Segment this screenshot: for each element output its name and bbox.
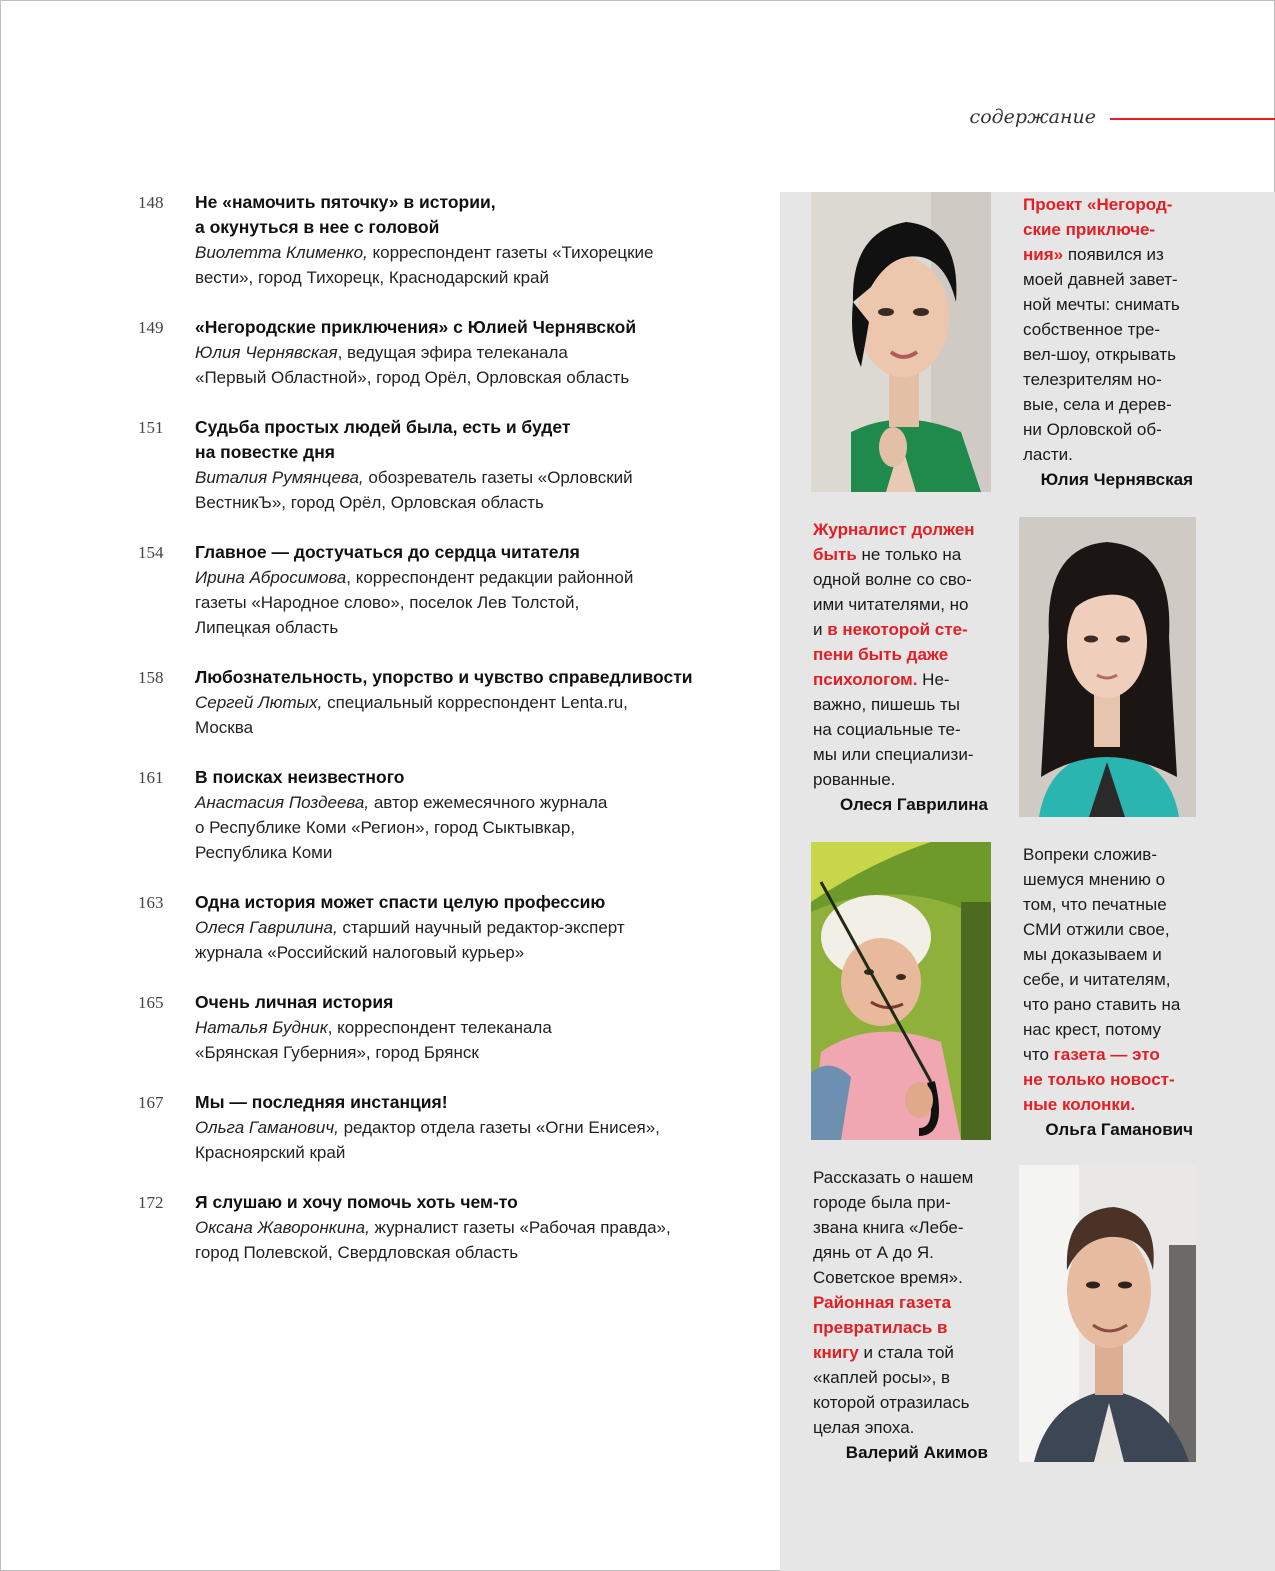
toc-title-line: «Негородские приключения» с Юлией Чернявской bbox=[195, 317, 637, 337]
toc-description-line bbox=[195, 790, 758, 815]
toc-author: Ольга Гаманович, bbox=[195, 1118, 339, 1137]
quote-text: вел-шоу, открывать bbox=[1023, 345, 1176, 364]
quote-line bbox=[1023, 917, 1223, 942]
quotes-panel bbox=[780, 192, 1275, 1571]
toc-page-number: 163 bbox=[138, 893, 164, 912]
quote-line bbox=[1023, 292, 1223, 317]
quote-line bbox=[813, 517, 1013, 542]
quote-text: Советское время». bbox=[813, 1268, 963, 1287]
quote-author-yulia: Юлия Чернявская bbox=[1040, 470, 1193, 489]
toc-description-line: о Республике Коми «Регион», город Сыктывкар, bbox=[195, 818, 576, 837]
quote-highlight: книгу bbox=[813, 1343, 859, 1362]
quote-text: ни Орловской об- bbox=[1023, 420, 1162, 439]
quote-text: целая эпоха. bbox=[813, 1418, 915, 1437]
quote-text: Не- bbox=[917, 670, 950, 689]
quote-text: моей давней завет- bbox=[1023, 270, 1178, 289]
quote-line bbox=[813, 642, 1013, 667]
quote-line bbox=[1023, 867, 1223, 892]
header-rule bbox=[1110, 118, 1275, 120]
toc-description-text: корреспондент газеты «Тихорецкие bbox=[367, 243, 654, 262]
toc-entry-body bbox=[195, 765, 758, 865]
quote-text: себе, и читателям, bbox=[1023, 970, 1171, 989]
quote-line bbox=[1023, 342, 1223, 367]
quote-line bbox=[1023, 392, 1223, 417]
quote-text: появился из bbox=[1063, 245, 1164, 264]
quote-line bbox=[1023, 1017, 1223, 1042]
toc-description-line bbox=[195, 240, 758, 265]
quote-highlight: в некоторой сте- bbox=[827, 620, 968, 639]
quote-text: СМИ отжили свое, bbox=[1023, 920, 1170, 939]
quote-line bbox=[813, 1190, 1013, 1215]
photo-olesya-gavrilina bbox=[1019, 517, 1196, 817]
toc-page-number: 151 bbox=[138, 418, 164, 437]
toc-description-line: Липецкая область bbox=[195, 618, 339, 637]
toc-title-line: В поисках неизвестного bbox=[195, 767, 405, 787]
toc-description-line bbox=[195, 1215, 758, 1240]
quote-text: городе была при- bbox=[813, 1193, 951, 1212]
quote-highlight: газета — это bbox=[1053, 1045, 1160, 1064]
toc-author: Ирина Абросимова bbox=[195, 568, 347, 587]
quote-text: собственное тре- bbox=[1023, 320, 1161, 339]
quote-line bbox=[813, 767, 1013, 792]
toc-page-number: 154 bbox=[138, 543, 164, 562]
quote-line bbox=[1023, 1092, 1223, 1117]
table-of-contents bbox=[138, 190, 758, 1290]
toc-entry[interactable] bbox=[138, 1090, 758, 1165]
quote-highlight: Журналист должен bbox=[813, 520, 975, 539]
quote-line bbox=[813, 692, 1013, 717]
toc-author: Виолетта Клименко, bbox=[195, 243, 368, 262]
toc-description-text: старший научный редактор-эксперт bbox=[337, 918, 625, 937]
quote-text: на социальные те- bbox=[813, 720, 961, 739]
quote-line bbox=[1023, 842, 1223, 867]
toc-title-line: Судьба простых людей была, есть и будет bbox=[195, 417, 571, 437]
quote-text: нас крест, потому bbox=[1023, 1020, 1161, 1039]
toc-page-number: 165 bbox=[138, 993, 164, 1012]
toc-entry[interactable] bbox=[138, 665, 758, 740]
quote-line bbox=[813, 1290, 1013, 1315]
toc-title-line: Мы — последняя инстанция! bbox=[195, 1092, 448, 1112]
quote-line bbox=[813, 1365, 1013, 1390]
quote-line bbox=[813, 1215, 1013, 1240]
quote-text: которой отразилась bbox=[813, 1393, 970, 1412]
toc-description-line bbox=[195, 465, 758, 490]
quote-text: телезрителям но- bbox=[1023, 370, 1162, 389]
quote-text: ласти. bbox=[1023, 445, 1073, 464]
toc-author: Наталья Будник bbox=[195, 1018, 328, 1037]
toc-description-text: обозреватель газеты «Орловский bbox=[363, 468, 633, 487]
quote-text: важно, пишешь ты bbox=[813, 695, 960, 714]
toc-entry[interactable] bbox=[138, 315, 758, 390]
toc-entry-body bbox=[195, 540, 758, 640]
quote-text: мы или специализи- bbox=[813, 745, 974, 764]
toc-entry-body bbox=[195, 665, 758, 740]
toc-title-line: Главное — достучаться до сердца читателя bbox=[195, 542, 580, 562]
quote-line bbox=[1023, 317, 1223, 342]
toc-author: Олеся Гаврилина, bbox=[195, 918, 338, 937]
quote-text: не только на bbox=[856, 545, 962, 564]
quote-text: том, что печатные bbox=[1023, 895, 1167, 914]
quote-line bbox=[1023, 1042, 1223, 1067]
toc-entry-body bbox=[195, 415, 758, 515]
section-label: содержание bbox=[969, 106, 1096, 128]
quote-highlight: не только новост- bbox=[1023, 1070, 1175, 1089]
toc-description-line bbox=[195, 1015, 758, 1040]
toc-description-line: ВестникЪ», город Орёл, Орловская область bbox=[195, 493, 544, 512]
toc-page-number: 172 bbox=[138, 1193, 164, 1212]
toc-description-line: Красноярский край bbox=[195, 1143, 346, 1162]
toc-description-line: город Полевской, Свердловская область bbox=[195, 1243, 519, 1262]
quote-line bbox=[813, 592, 1013, 617]
toc-description-line: газеты «Народное слово», поселок Лев Толстой, bbox=[195, 593, 580, 612]
toc-author: Анастасия Поздеева, bbox=[195, 793, 370, 812]
quote-line bbox=[1023, 242, 1223, 267]
toc-author: Юлия Чернявская bbox=[195, 343, 338, 362]
quote-text: и стала той bbox=[858, 1343, 954, 1362]
toc-description-text: редактор отдела газеты «Огни Енисея», bbox=[338, 1118, 660, 1137]
quote-text: и bbox=[813, 620, 828, 639]
quote-line bbox=[813, 1165, 1013, 1190]
toc-description-text: , корреспондент телеканала bbox=[327, 1018, 552, 1037]
quote-line bbox=[813, 1390, 1013, 1415]
quote-text: звана книга «Лебе- bbox=[813, 1218, 964, 1237]
quote-line bbox=[813, 1240, 1013, 1265]
toc-title-line: Очень личная история bbox=[195, 992, 394, 1012]
quote-line bbox=[1023, 992, 1223, 1017]
toc-description-line bbox=[195, 915, 758, 940]
quote-line bbox=[813, 1340, 1013, 1365]
quote-highlight: ния» bbox=[1023, 245, 1064, 264]
quote-line bbox=[1023, 267, 1223, 292]
toc-description-line: «Первый Областной», город Орёл, Орловская область bbox=[195, 368, 630, 387]
quote-olesya bbox=[813, 517, 1013, 792]
toc-page-number: 149 bbox=[138, 318, 164, 337]
quote-line bbox=[1023, 442, 1223, 467]
quote-line bbox=[813, 542, 1013, 567]
quote-line bbox=[1023, 892, 1223, 917]
toc-description-line bbox=[195, 565, 758, 590]
toc-entry-body bbox=[195, 990, 758, 1065]
toc-title-line: а окунуться в нее с головой bbox=[195, 217, 440, 237]
quote-line bbox=[1023, 417, 1223, 442]
quote-line bbox=[1023, 1067, 1223, 1092]
quote-olga bbox=[1023, 842, 1223, 1117]
quote-text: что рано ставить на bbox=[1023, 995, 1181, 1014]
quote-highlight: ские приключе- bbox=[1023, 220, 1156, 239]
toc-author: Оксана Жаворонкина, bbox=[195, 1218, 370, 1237]
quote-line bbox=[1023, 367, 1223, 392]
quote-line bbox=[813, 742, 1013, 767]
quote-text: дянь от А до Я. bbox=[813, 1243, 934, 1262]
quote-highlight: пени быть даже bbox=[813, 645, 949, 664]
quote-yulia bbox=[1023, 192, 1223, 467]
toc-title-line: Одна история может спасти целую профессию bbox=[195, 892, 606, 912]
toc-title-line: Я слушаю и хочу помочь хоть чем-то bbox=[195, 1192, 518, 1212]
toc-entry-body bbox=[195, 315, 758, 390]
toc-page-number: 167 bbox=[138, 1093, 164, 1112]
toc-entry-body bbox=[195, 1190, 758, 1265]
quote-highlight: психологом. bbox=[813, 670, 918, 689]
toc-description-text: журналист газеты «Рабочая правда», bbox=[369, 1218, 671, 1237]
quote-line bbox=[1023, 192, 1223, 217]
toc-description-line bbox=[195, 690, 758, 715]
toc-entry[interactable] bbox=[138, 890, 758, 965]
quote-highlight: Районная газета bbox=[813, 1293, 952, 1312]
quote-text: Рассказать о нашем bbox=[813, 1168, 974, 1187]
quote-text: Вопреки сложив- bbox=[1023, 845, 1157, 864]
quote-line bbox=[1023, 967, 1223, 992]
quote-highlight: быть bbox=[813, 545, 857, 564]
toc-entry[interactable] bbox=[138, 1190, 758, 1265]
photo-yulia-chernyavskaya bbox=[811, 192, 991, 492]
toc-description-text: , ведущая эфира телеканала bbox=[337, 343, 568, 362]
quote-text: рованные. bbox=[813, 770, 896, 789]
quote-highlight: ные колонки. bbox=[1023, 1095, 1136, 1114]
toc-author: Сергей Лютых, bbox=[195, 693, 323, 712]
quote-highlight: превратилась в bbox=[813, 1318, 948, 1337]
toc-description-text: специальный корреспондент Lenta.ru, bbox=[322, 693, 628, 712]
quote-line bbox=[813, 1265, 1013, 1290]
toc-entry[interactable] bbox=[138, 765, 758, 865]
quote-text: мы доказываем и bbox=[1023, 945, 1162, 964]
quote-line bbox=[813, 1415, 1013, 1440]
toc-page-number: 148 bbox=[138, 193, 164, 212]
toc-description-line: Москва bbox=[195, 718, 254, 737]
photo-olga-gamanovich bbox=[811, 842, 991, 1140]
toc-entry[interactable] bbox=[138, 540, 758, 640]
toc-page-number: 161 bbox=[138, 768, 164, 787]
toc-entry-body bbox=[195, 1090, 758, 1165]
toc-description-line: «Брянская Губерния», город Брянск bbox=[195, 1043, 479, 1062]
toc-author: Виталия Румянцева, bbox=[195, 468, 364, 487]
toc-entry[interactable] bbox=[138, 415, 758, 515]
quote-text: ими читателями, но bbox=[813, 595, 969, 614]
toc-entry[interactable] bbox=[138, 190, 758, 290]
quote-line bbox=[813, 567, 1013, 592]
quote-author-olesya: Олеся Гаврилина bbox=[839, 795, 988, 814]
toc-description-line: вести», город Тихорецк, Краснодарский край bbox=[195, 268, 549, 287]
toc-title-line: Не «намочить пяточку» в истории, bbox=[195, 192, 496, 212]
toc-description-text: автор ежемесячного журнала bbox=[369, 793, 608, 812]
quote-line bbox=[813, 1315, 1013, 1340]
toc-description-line: Республика Коми bbox=[195, 843, 333, 862]
quote-highlight: Проект «Негород- bbox=[1023, 195, 1173, 214]
toc-description-line bbox=[195, 1115, 758, 1140]
quote-valery bbox=[813, 1165, 1013, 1440]
quote-text: одной волне со сво- bbox=[813, 570, 972, 589]
quote-line bbox=[1023, 217, 1223, 242]
quote-text: ной мечты: снимать bbox=[1023, 295, 1180, 314]
quote-line bbox=[813, 667, 1013, 692]
quote-text: вые, села и дерев- bbox=[1023, 395, 1172, 414]
toc-description-line: журнала «Российский налоговый курьер» bbox=[195, 943, 525, 962]
toc-entry[interactable] bbox=[138, 990, 758, 1065]
quote-line bbox=[813, 617, 1013, 642]
toc-entry-body bbox=[195, 190, 758, 290]
quote-text: «каплей росы», в bbox=[813, 1368, 951, 1387]
toc-description-text: , корреспондент редакции районной bbox=[346, 568, 634, 587]
quote-author-valery: Валерий Акимов bbox=[845, 1443, 988, 1462]
quote-text: что bbox=[1023, 1045, 1054, 1064]
toc-description-line bbox=[195, 340, 758, 365]
quote-line bbox=[813, 717, 1013, 742]
photo-valery-akimov bbox=[1019, 1165, 1196, 1462]
toc-entry-body bbox=[195, 890, 758, 965]
quote-author-olga: Ольга Гаманович bbox=[1045, 1120, 1193, 1139]
quote-line bbox=[1023, 942, 1223, 967]
quote-text: шемуся мнению о bbox=[1023, 870, 1166, 889]
toc-page-number: 158 bbox=[138, 668, 164, 687]
toc-title-line: Любознательность, упорство и чувство справедливости bbox=[195, 667, 693, 687]
toc-title-line: на повестке дня bbox=[195, 442, 335, 462]
